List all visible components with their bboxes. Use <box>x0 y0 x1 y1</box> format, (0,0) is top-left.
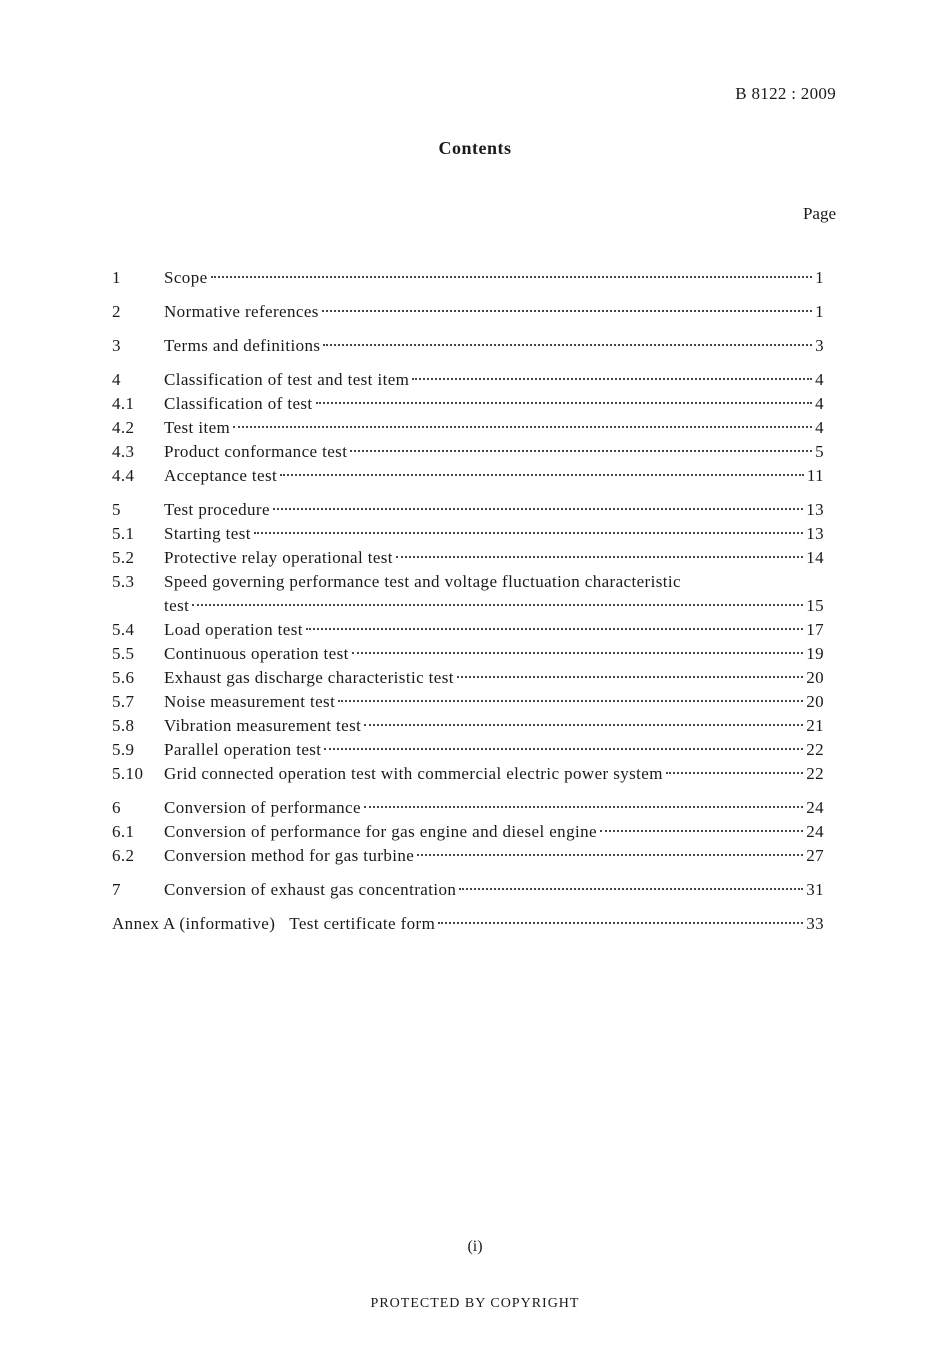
toc-entry-number: 7 <box>112 880 121 899</box>
toc-entry-page-number: 13 <box>806 524 824 543</box>
toc-entry-page-number: 1 <box>815 268 824 287</box>
toc-entry-number: 2 <box>112 302 121 321</box>
toc-entry-number: 4.2 <box>112 418 135 437</box>
toc-entry-title: Speed governing performance test and voltage fluctuation characteristic <box>164 572 681 591</box>
toc-entry-title: Starting test <box>164 524 251 543</box>
toc-entry[interactable] <box>112 392 824 416</box>
toc-entry[interactable] <box>112 300 824 324</box>
toc-entry-title: Classification of test <box>164 394 313 413</box>
toc-entry[interactable] <box>112 498 824 522</box>
toc-entry[interactable] <box>112 666 824 690</box>
dot-leader <box>396 556 803 558</box>
toc-section-group <box>112 796 824 868</box>
dot-leader <box>459 888 803 890</box>
toc-entry[interactable] <box>112 714 824 738</box>
footer-page-number: (i) <box>467 1238 483 1255</box>
toc-entry-page-number: 24 <box>806 822 824 841</box>
dot-leader <box>306 628 803 630</box>
toc-entry-title: Vibration measurement test <box>164 716 362 735</box>
document-code: B 8122 : 2009 <box>735 84 836 103</box>
toc-section-group <box>112 266 824 290</box>
toc-entry-title: Classification of test and test item <box>164 370 410 389</box>
table-of-contents <box>112 266 824 936</box>
dot-leader <box>322 310 812 312</box>
toc-entry-page-number: 1 <box>815 302 824 321</box>
toc-entry-page-number: 33 <box>806 914 824 933</box>
toc-entry-title: Conversion of performance <box>164 798 361 817</box>
toc-entry-page-number: 5 <box>815 442 824 461</box>
toc-section-group <box>112 334 824 358</box>
toc-entry-number: 6.1 <box>112 822 135 841</box>
annex-designation: Annex A (informative) <box>112 914 276 933</box>
toc-entry[interactable] <box>112 570 824 594</box>
dot-leader <box>364 806 803 808</box>
toc-entry-page-number: 22 <box>806 740 824 759</box>
toc-entry-page-number: 20 <box>806 668 824 687</box>
toc-annex-entry[interactable] <box>112 912 824 936</box>
copyright-notice: PROTECTED BY COPYRIGHT <box>370 1296 580 1311</box>
toc-entry-continuation[interactable] <box>112 594 824 618</box>
dot-leader <box>600 830 803 832</box>
toc-entry-page-number: 31 <box>806 880 824 899</box>
toc-entry-page-number: 17 <box>806 620 824 639</box>
dot-leader <box>211 276 813 278</box>
page-title: Contents <box>438 138 512 158</box>
dot-leader <box>352 652 803 654</box>
toc-section-group <box>112 300 824 324</box>
toc-entry-page-number: 27 <box>806 846 824 865</box>
dot-leader <box>412 378 812 380</box>
toc-entry-number: 3 <box>112 336 121 355</box>
toc-entry-title: Normative references <box>164 302 319 321</box>
toc-entry-title: Terms and definitions <box>164 336 321 355</box>
toc-entry-title: Load operation test <box>164 620 303 639</box>
toc-entry-number: 6 <box>112 798 121 817</box>
toc-entry[interactable] <box>112 416 824 440</box>
page-column-heading: Page <box>802 204 836 223</box>
toc-entry[interactable] <box>112 618 824 642</box>
dot-leader <box>323 344 812 346</box>
toc-entry-title: Test procedure <box>164 500 270 519</box>
toc-entry-number: 5.1 <box>112 524 135 543</box>
toc-entry-page-number: 14 <box>806 548 824 567</box>
dot-leader <box>457 676 803 678</box>
toc-entry[interactable] <box>112 844 824 868</box>
toc-entry[interactable] <box>112 522 824 546</box>
toc-entry[interactable] <box>112 796 824 820</box>
toc-entry-page-number: 11 <box>806 466 824 485</box>
toc-entry-page-number: 21 <box>806 716 824 735</box>
toc-entry-number: 4.3 <box>112 442 135 461</box>
toc-entry[interactable] <box>112 820 824 844</box>
toc-entry-number: 5.2 <box>112 548 135 567</box>
toc-entry-number: 5.9 <box>112 740 135 759</box>
dot-leader <box>338 700 803 702</box>
toc-entry[interactable] <box>112 878 824 902</box>
toc-entry-title: Protective relay operational test <box>164 548 393 567</box>
toc-entry[interactable] <box>112 690 824 714</box>
dot-leader <box>350 450 812 452</box>
toc-entry-page-number: 13 <box>806 500 824 519</box>
toc-entry-number: 5.4 <box>112 620 135 639</box>
toc-entry[interactable] <box>112 546 824 570</box>
toc-entry-title: Scope <box>164 268 208 287</box>
toc-entry[interactable] <box>112 738 824 762</box>
dot-leader <box>316 402 813 404</box>
dot-leader <box>417 854 803 856</box>
dot-leader <box>280 474 804 476</box>
toc-entry-number: 5.3 <box>112 572 135 591</box>
dot-leader <box>254 532 803 534</box>
annex-title: Test certificate form <box>289 914 436 933</box>
toc-entry-number: 5.5 <box>112 644 135 663</box>
toc-entry-page-number: 15 <box>806 596 824 615</box>
toc-entry-title: Grid connected operation test with commercial electric power system <box>164 764 663 783</box>
toc-entry-title: Exhaust gas discharge characteristic test <box>164 668 454 687</box>
toc-entry-number: 4.4 <box>112 466 135 485</box>
toc-entry-title: Parallel operation test <box>164 740 322 759</box>
toc-entry[interactable] <box>112 368 824 392</box>
toc-section-group <box>112 878 824 902</box>
toc-entry-number: 5.10 <box>112 764 144 783</box>
toc-entry-title: Conversion of performance for gas engine and diesel engine <box>164 822 597 841</box>
dot-leader <box>324 748 803 750</box>
toc-entry-number: 5 <box>112 500 121 519</box>
toc-entry-number: 5.6 <box>112 668 135 687</box>
toc-entry[interactable] <box>112 464 824 488</box>
toc-entry-title: Test item <box>164 418 231 437</box>
toc-entry-title: Continuous operation test <box>164 644 349 663</box>
toc-entry-title-continuation: test <box>164 596 190 615</box>
toc-section-group <box>112 368 824 488</box>
toc-entry-page-number: 24 <box>806 798 824 817</box>
toc-entry-number: 4.1 <box>112 394 135 413</box>
toc-entry-page-number: 4 <box>815 394 824 413</box>
toc-entry-page-number: 4 <box>815 370 824 389</box>
toc-entry-page-number: 3 <box>815 336 824 355</box>
dot-leader <box>233 426 812 428</box>
toc-entry-title: Noise measurement test <box>164 692 336 711</box>
toc-entry-number: 6.2 <box>112 846 135 865</box>
toc-entry[interactable] <box>112 266 824 290</box>
toc-entry-page-number: 4 <box>815 418 824 437</box>
dot-leader <box>364 724 803 726</box>
toc-entry-number: 4 <box>112 370 121 389</box>
toc-entry-title: Conversion of exhaust gas concentration <box>164 880 457 899</box>
toc-entry-number: 1 <box>112 268 121 287</box>
toc-entry-title: Conversion method for gas turbine <box>164 846 415 865</box>
toc-entry-page-number: 20 <box>806 692 824 711</box>
toc-entry-page-number: 22 <box>806 764 824 783</box>
toc-entry-number: 5.8 <box>112 716 135 735</box>
toc-entry-page-number: 19 <box>806 644 824 663</box>
toc-section-group <box>112 498 824 786</box>
toc-entry-title: Acceptance test <box>164 466 278 485</box>
dot-leader <box>192 604 803 606</box>
toc-entry[interactable] <box>112 642 824 666</box>
toc-entry[interactable] <box>112 440 824 464</box>
toc-entry[interactable] <box>112 334 824 358</box>
toc-entry-number: 5.7 <box>112 692 135 711</box>
toc-entry[interactable] <box>112 762 824 786</box>
dot-leader <box>273 508 803 510</box>
dot-leader <box>438 922 803 924</box>
toc-entry-title: Product conformance test <box>164 442 348 461</box>
dot-leader <box>666 772 803 774</box>
